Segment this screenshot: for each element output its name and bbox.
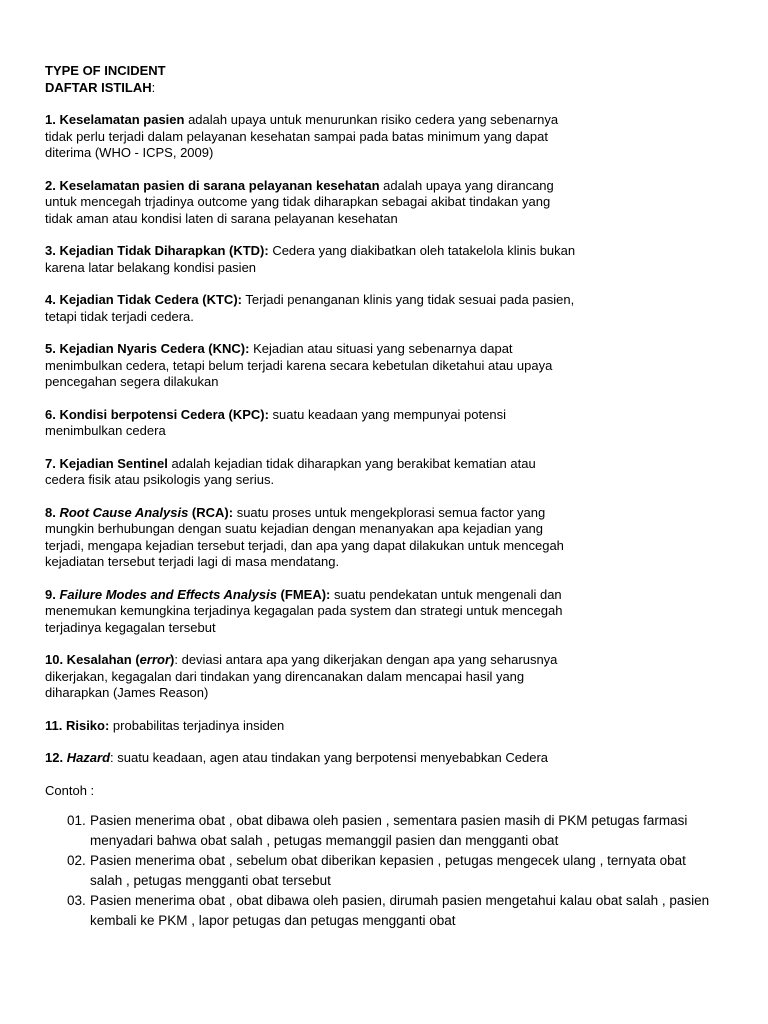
term-12 — [45, 750, 565, 767]
term-definition: suatu proses untuk mengekplorasi semua factor yang mungkin berhubungan dengan suatu kejadian dengan menanyakan apa kejadian yang terjadi, mengapa kejadian tersebut terjadi, dan apa yang dapat dilakukan untuk mencegah kejadiatan tersebut terjadi lagi di masa mendatang. — [45, 504, 564, 569]
term-name: 7. Kejadian Sentinel — [45, 455, 168, 471]
term-11 — [45, 718, 565, 735]
term-name-prefix: 12. — [45, 750, 67, 765]
term-name: 11. Risiko: — [45, 717, 110, 733]
term-definition: adalah upaya yang dirancang untuk mencegah trjadinya outcome yang tidak diharapkan sebagai akibat tindakan yang tidak aman atau kondisi laten di sarana pelayanan kesehatan — [45, 177, 554, 226]
term-name: 2. Keselamatan pasien di sarana pelayanan kesehatan — [45, 177, 380, 193]
document-title: TYPE OF INCIDENT — [45, 63, 166, 78]
term-name: 3. Kejadian Tidak Diharapkan (KTD): — [45, 243, 269, 258]
term-name-prefix: 10. Kesalahan ( — [45, 652, 140, 667]
term-name-prefix: 8. — [45, 504, 60, 520]
glossary-heading-colon: : — [151, 79, 156, 95]
term-1 — [45, 112, 565, 162]
term-definition: Terjadi penanganan klinis yang tidak sesuai pada pasien, tetapi tidak terjadi cedera. — [45, 292, 575, 324]
term-name-italic: Hazard — [66, 750, 111, 765]
examples-list — [45, 811, 728, 931]
term-6 — [45, 407, 565, 440]
term-name: 5. Kejadian Nyaris Cedera (KNC): — [45, 341, 250, 356]
term-10 — [45, 652, 565, 702]
list-item-number: 02. — [67, 853, 86, 868]
term-4 — [45, 292, 605, 325]
term-name: 6. Kondisi berpotensi Cedera (KPC): — [45, 406, 269, 422]
term-3 — [45, 243, 605, 276]
examples-label: Contoh : — [45, 782, 95, 798]
term-definition: probabilitas terjadinya insiden — [109, 717, 285, 733]
term-name-suffix: ) — [170, 652, 175, 667]
list-item-text: Pasien menerima obat , obat dibawa oleh pasien , sementara pasien masih di PKM petugas farmasi menyadari bahwa obat salah , petugas memanggil pasien dan mengganti obat — [90, 813, 688, 848]
list-item-text: Pasien menerima obat , sebelum obat diberikan kepasien , petugas mengecek ulang , ternyata obat salah , petugas mengganti obat tersebut — [90, 853, 686, 888]
list-item-number: 03. — [67, 893, 86, 908]
term-name-italic: Failure Modes and Effects Analysis — [59, 586, 277, 602]
term-name-suffix: (FMEA): — [276, 586, 331, 602]
term-definition: Kejadian atau situasi yang sebenarnya dapat menimbulkan cedera, tetapi belum terjadi karena secara kebetulan diketahui atau upaya pencegahan segera dilakukan — [45, 341, 553, 389]
list-item — [45, 851, 710, 891]
term-5 — [45, 341, 565, 391]
term-name: 1. Keselamatan pasien — [45, 112, 185, 127]
term-9 — [45, 587, 565, 637]
term-7 — [45, 456, 565, 489]
term-2 — [45, 178, 565, 228]
term-name-italic: error — [139, 652, 171, 667]
list-item — [45, 811, 710, 851]
term-definition: adalah kejadian tidak diharapkan yang berakibat kematian atau cedera fisik atau psikologis yang serius. — [45, 455, 536, 487]
list-item — [45, 891, 710, 931]
term-definition: : suatu keadaan, agen atau tindakan yang berpotensi menyebabkan Cedera — [110, 750, 549, 765]
glossary-heading — [45, 80, 728, 97]
term-definition: suatu keadaan yang mempunyai potensi menimbulkan cedera — [45, 406, 506, 438]
term-definition: : deviasi antara apa yang dikerjakan dengan apa yang seharusnya dikerjakan, kegagalan dari tindakan yang direncanakan dalam mencapai hasil yang diharapkan (James Reason) — [45, 652, 558, 700]
list-item-number: 01. — [67, 813, 86, 828]
term-name-italic: Root Cause Analysis — [59, 504, 189, 520]
term-name: 4. Kejadian Tidak Cedera (KTC): — [45, 292, 242, 307]
term-name-prefix: 9. — [45, 586, 60, 602]
term-definition: adalah upaya untuk menurunkan risiko cedera yang sebenarnya tidak perlu terjadi dalam pelayanan kesehatan sampai pada batas minimum yang dapat diterima (WHO - ICPS, 2009) — [45, 112, 559, 160]
term-name-suffix: (RCA): — [188, 504, 234, 520]
list-item-text: Pasien menerima obat , obat dibawa oleh pasien, dirumah pasien mengetahui kalau obat salah , pasien kembali ke PKM , lapor petugas dan petugas mengganti obat — [90, 893, 710, 928]
term-definition: suatu pendekatan untuk mengenali dan menemukan kemungkina terjadinya kegagalan pada system dan strategi untuk mencegah terjadinya kegagalan tersebut — [45, 586, 563, 635]
glossary-heading-text: DAFTAR ISTILAH — [45, 79, 152, 95]
term-definition: Cedera yang diakibatkan oleh tatakelola klinis bukan karena latar belakang kondisi pasien — [45, 243, 576, 275]
term-8 — [45, 505, 565, 571]
